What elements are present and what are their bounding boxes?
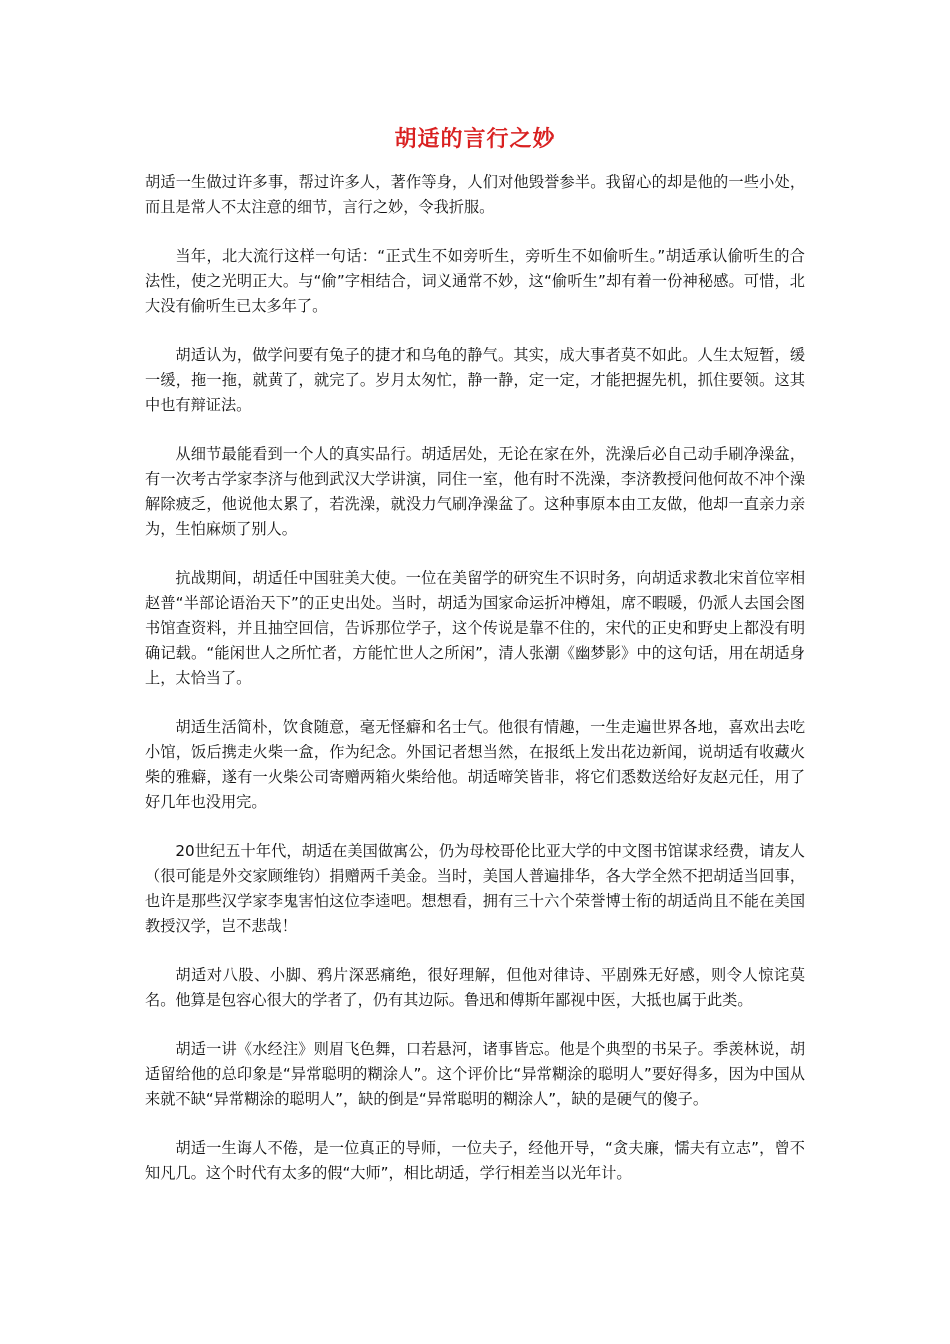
paragraph-2: 当年，北大流行这样一句话：“正式生不如旁听生，旁听生不如偷听生。”胡适承认偷听生的合法性，使之光明正大。与“偷”字相结合，词义通常不妙，这“偷听生”却有着一份神秘感。可惜，北大没有偷听生已太多年了。 xyxy=(145,247,805,315)
paragraph-5: 抗战期间，胡适任中国驻美大使。一位在美留学的研究生不识时务，向胡适求教北宋首位宰相赵普“半部论语治天下”的正史出处。当时，胡适为国家命运折冲樽俎，席不暇暖，仍派人去国会图书馆查资料，并且抽空回信，告诉那位学子，这个传说是靠不住的，宋代的正史和野史上都没有明确记载。“能闲世人之所忙者，方能忙世人之所闲”，清人张潮《幽梦影》中的这句话，用在胡适身上，太恰当了。 xyxy=(145,569,805,687)
paragraph-7: 20世纪五十年代，胡适在美国做寓公，仍为母校哥伦比亚大学的中文图书馆谋求经费，请友人（很可能是外交家顾维钧）捐赠两千美金。当时，美国人普遍排华，各大学全然不把胡适当回事，也许是那些汉学家李鬼害怕这位李逵吧。想想看，拥有三十六个荣誉博士衔的胡适尚且不能在美国教授汉学，岂不悲哉！ xyxy=(145,842,805,935)
paragraph-9: 胡适一讲《水经注》则眉飞色舞，口若悬河，诸事皆忘。他是个典型的书呆子。季羡林说，胡适留给他的总印象是“异常聪明的糊涂人”。这个评价比“异常糊涂的聪明人”要好得多，因为中国从来就不缺“异常糊涂的聪明人”，缺的倒是“异常聪明的糊涂人”，缺的是硬气的傻子。 xyxy=(145,1040,805,1108)
paragraph-10: 胡适一生诲人不倦，是一位真正的导师，一位夫子，经他开导，“贪夫廉，懦夫有立志”，曾不知凡几。这个时代有太多的假“大师”，相比胡适，学行相差当以光年计。 xyxy=(145,1139,805,1182)
paragraph-6: 胡适生活简朴，饮食随意，毫无怪癖和名士气。他很有情趣，一生走遍世界各地，喜欢出去吃小馆，饭后携走火柴一盒，作为纪念。外国记者想当然，在报纸上发出花边新闻，说胡适有收藏火柴的雅癖，遂有一火柴公司寄赠两箱火柴给他。胡适啼笑皆非，将它们悉数送给好友赵元任，用了好几年也没用完。 xyxy=(145,718,805,811)
paragraph-8: 胡适对八股、小脚、鸦片深恶痛绝，很好理解，但他对律诗、平剧殊无好感，则令人惊诧莫名。他算是包容心很大的学者了，仍有其边际。鲁迅和傅斯年鄙视中医，大抵也属于此类。 xyxy=(145,966,805,1009)
paragraph-3: 胡适认为，做学问要有兔子的捷才和乌龟的静气。其实，成大事者莫不如此。人生太短暂，缓一缓，拖一拖，就黄了，就完了。岁月太匆忙，静一静，定一定，才能把握先机，抓住要领。这其中也有辩证法。 xyxy=(145,346,805,414)
document-title: 胡适的言行之妙 xyxy=(394,127,556,152)
paragraph-4: 从细节最能看到一个人的真实品行。胡适居处，无论在家在外，洗澡后必自己动手刷净澡盆，有一次考古学家李济与他到武汉大学讲演，同住一室，他有时不洗澡，李济教授问他何故不冲个澡解除疲乏，他说他太累了，若洗澡，就没力气刷净澡盆了。这种事原本由工友做，他却一直亲力亲为，生怕麻烦了别人。 xyxy=(145,445,805,538)
paragraph-1: 胡适一生做过许多事，帮过许多人，著作等身，人们对他毁誉参半。我留心的却是他的一些小处，而且是常人不太注意的细节，言行之妙，令我折服。 xyxy=(145,173,805,216)
article-body xyxy=(145,170,805,1210)
